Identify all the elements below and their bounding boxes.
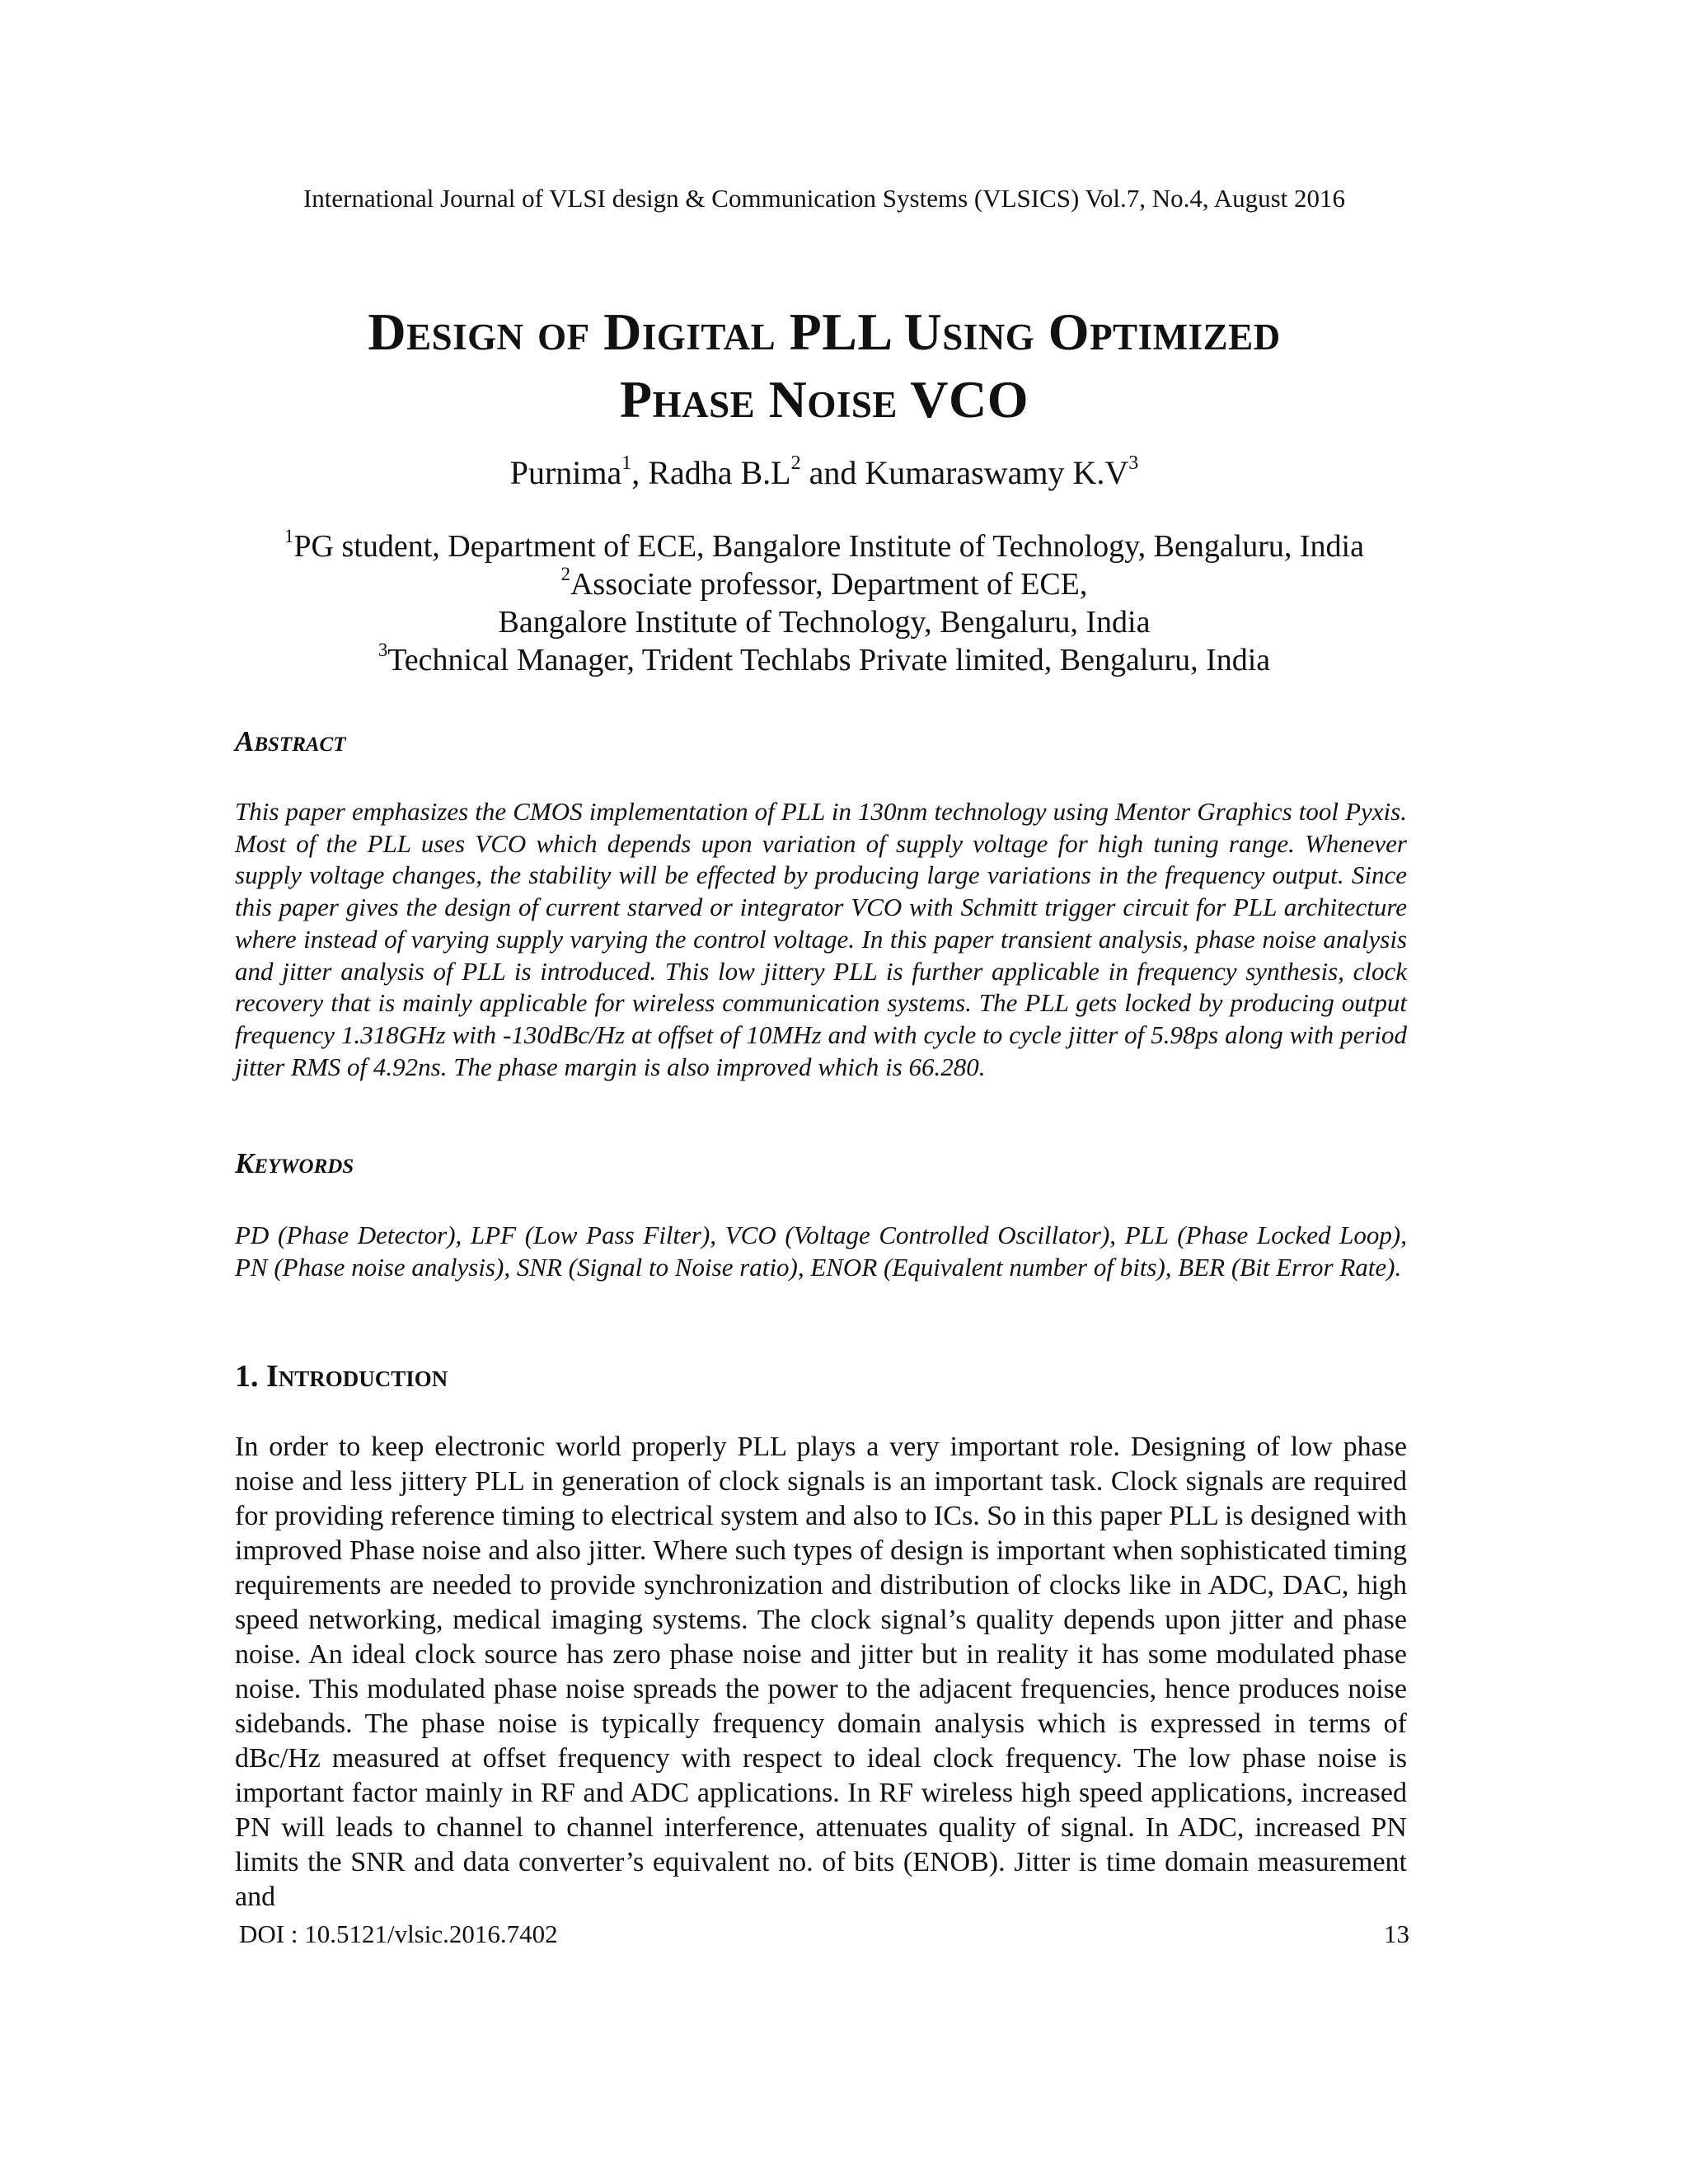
affiliation-3 — [0, 641, 1648, 679]
author-name: Radha B.L — [648, 454, 791, 491]
affiliation-text: PG student, Department of ECE, Bangalore Institute of Technology, Bengaluru, India — [293, 529, 1364, 564]
affiliation-mark: 1 — [284, 525, 294, 546]
affiliation-mark: 2 — [560, 563, 570, 584]
paper-title-line-2: Phase Noise VCO — [620, 370, 1029, 429]
author-affiliation-mark: 1 — [621, 452, 632, 475]
footer-doi: DOI : 10.5121/vlsic.2016.7402 — [239, 1919, 558, 1948]
page-number: 13 — [1384, 1919, 1409, 1948]
keywords-heading: Keywords — [235, 1147, 354, 1179]
running-header: International Journal of VLSI design & Communication Systems (VLSICS) Vol.7, No.4, August 2016 — [302, 184, 1346, 213]
affiliation-2 — [0, 565, 1648, 603]
affiliation-1 — [0, 527, 1648, 565]
paper-title — [0, 298, 1648, 434]
abstract-heading: Abstract — [235, 725, 346, 757]
author-separator: and — [800, 454, 865, 491]
keywords-text: PD (Phase Detector), LPF (Low Pass Filter), VCO (Voltage Controlled Oscillator), PLL (Phase Locked Loop), PN (Phase noise analysis), SNR (Signal to Noise ratio), ENOR (Equivalent number of bits), BER (Bit Error Rate). — [235, 1221, 1407, 1282]
affiliation-2-continued: Bangalore Institute of Technology, Bengaluru, India — [498, 605, 1151, 640]
affiliation-list — [0, 527, 1648, 679]
paper-title-line-1: Design of Digital PLL Using Optimized — [368, 302, 1281, 361]
author-name: Kumaraswamy K.V — [865, 454, 1129, 491]
author-affiliation-mark: 3 — [1128, 452, 1139, 475]
abstract-text: This paper emphasizes the CMOS implementation of PLL in 130nm technology using Mentor Graphics tool Pyxis. Most of the PLL uses VCO which depends upon variation of supply voltage for high tuning range. Whenever supply voltage changes, the stability will be effected by producing large variations in the frequency output. Since this paper gives the design of current starved or integrator VCO with Schmitt trigger circuit for PLL architecture where instead of varying supply varying the control voltage. In this paper transient analysis, phase noise analysis and jitter analysis of PLL is introduced. This low jittery PLL is further applicable in frequency synthesis, clock recovery that is mainly applicable for wireless communication systems. The PLL gets locked by producing output frequency 1.318GHz with -130dBc/Hz at offset of 10MHz and with cycle to cycle jitter of 5.98ps along with period jitter RMS of 4.92ns. The phase margin is also improved which is 66.280. — [235, 797, 1407, 1081]
introduction-heading: 1. Introduction — [235, 1359, 448, 1394]
affiliation-text: Associate professor, Department of ECE, — [570, 567, 1088, 602]
introduction-text: In order to keep electronic world properly PLL plays a very important role. Designing of low phase noise and less jittery PLL in generation of clock signals is an important task. Clock signals are required for providing reference timing to electrical system and also to ICs. So in this paper PLL is designed with improved Phase noise and also jitter. Where such types of design is important when sophisticated timing requirements are needed to provide synchronization and distribution of clocks like in ADC, DAC, high speed networking, medical imaging systems. The clock signal’s quality depends upon jitter and phase noise. An ideal clock source has zero phase noise and jitter but in reality it has some modulated phase noise. This modulated phase noise spreads the power to the adjacent frequencies, hence produces noise sidebands. The phase noise is typically frequency domain analysis which is expressed in terms of dBc/Hz measured at offset frequency with respect to ideal clock frequency. The low phase noise is important factor mainly in RF and ADC applications. In RF wireless high speed applications, increased PN will leads to channel to channel interference, attenuates quality of signal. In ADC, increased PN limits the SNR and data converter’s equivalent no. of bits (ENOB). Jitter is time domain measurement and — [235, 1432, 1407, 1912]
affiliation-text: Technical Manager, Trident Techlabs Private limited, Bengaluru, India — [387, 643, 1271, 677]
author-list — [0, 453, 1648, 493]
author-separator: , — [631, 454, 649, 491]
author-affiliation-mark: 2 — [790, 452, 801, 475]
affiliation-mark: 3 — [377, 639, 388, 660]
author-name: Purnima — [509, 454, 622, 491]
